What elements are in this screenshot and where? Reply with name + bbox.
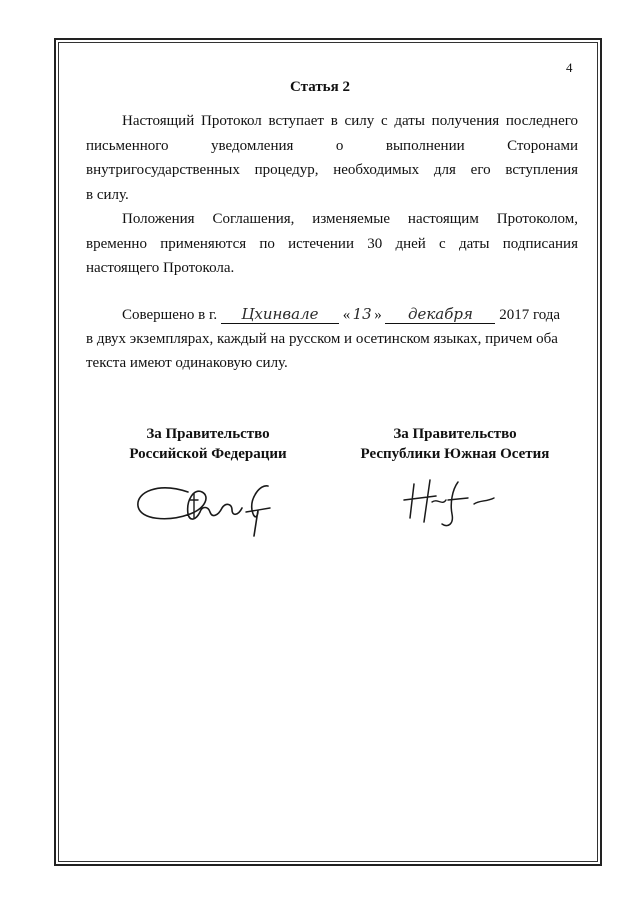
signatory-right-line1: За Правительство [393, 426, 517, 442]
paragraph-line: внутригосударственных процедур, необходимых для его вступления [86, 162, 578, 178]
done-at-line: в двух экземплярах, каждый на русском и осетинском языках, причем оба [86, 331, 558, 347]
paragraph-line: в силу. [86, 186, 129, 203]
paragraph-entry-into-force [86, 109, 578, 207]
paragraph-line: письменного уведомления о выполнении Сторонами [86, 137, 578, 154]
signatory-left-line1: За Правительство [146, 426, 270, 442]
day-handwritten: 13 [352, 305, 372, 323]
done-at-line: текста имеют одинаковую силу. [86, 355, 288, 371]
done-at-clause [86, 303, 578, 375]
month-handwritten: декабря [385, 307, 495, 324]
signature-right [396, 470, 506, 532]
article-title: Статья 2 [290, 79, 350, 95]
paragraph-provisional-application [86, 207, 578, 281]
paragraph-line: Положения Соглашения, изменяемые настоящим Протоколом, [122, 211, 578, 227]
signatory-right-line2: Республики Южная Осетия [360, 446, 550, 462]
signatory-left-line2: Российской Федерации [129, 446, 287, 462]
quote-open: « [342, 307, 351, 323]
done-at-prefix: Совершено в г. [122, 307, 218, 323]
signatory-left [98, 424, 318, 464]
city-handwritten: Цхинвале [221, 307, 339, 324]
paragraph-line: временно применяются по истечении 30 дней с даты подписания [86, 235, 578, 252]
quote-close: » [374, 307, 382, 323]
year-text: 2017 года [499, 307, 561, 323]
page-number: 4 [566, 60, 573, 75]
paragraph-line: Настоящий Протокол вступает в силу с даты получения последнего [122, 113, 578, 129]
done-at-line [86, 303, 578, 327]
paragraph-line: настоящего Протокола. [86, 260, 235, 276]
signatory-right [340, 424, 570, 464]
signature-left [128, 470, 288, 540]
